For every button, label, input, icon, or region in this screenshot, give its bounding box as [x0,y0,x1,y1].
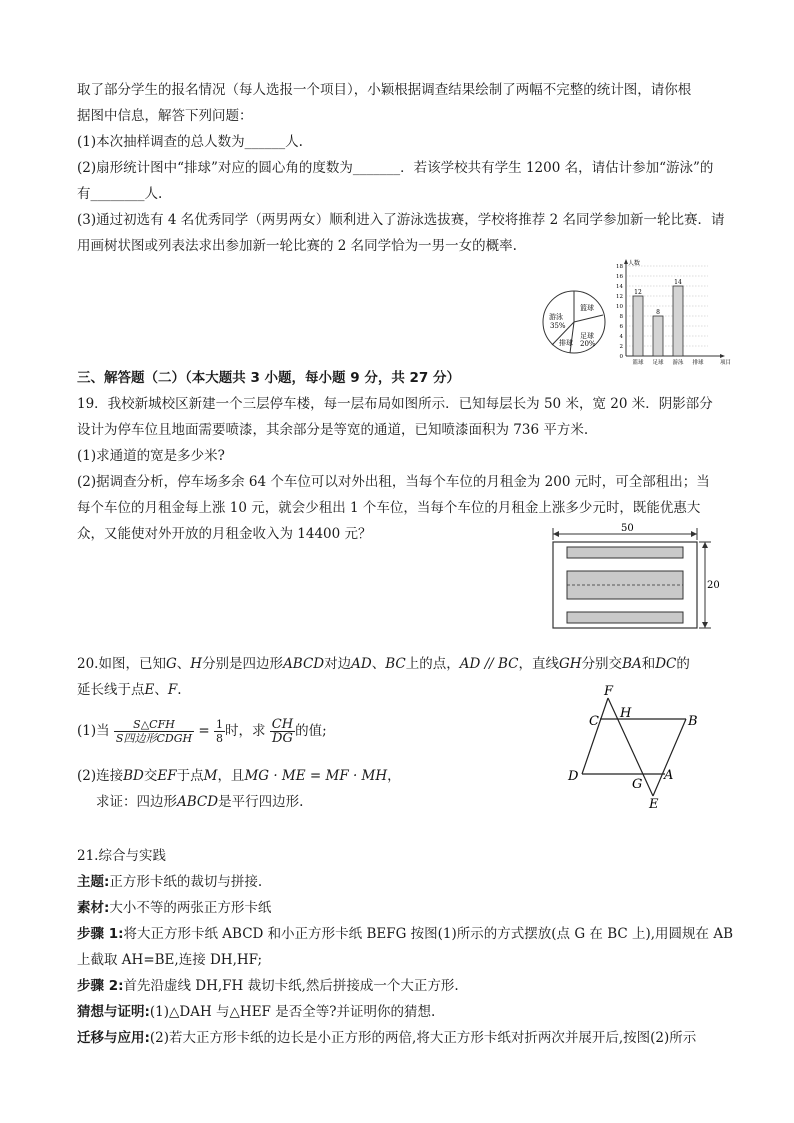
bar [653,316,663,356]
bar-data-label: 14 [674,279,682,286]
bar-chart [612,258,732,366]
y-tick-label: 4 [619,334,623,340]
p19-question-2-cont: 每个车位的月租金每上涨 10 元，就会少租出 1 个车位，当每个车位的月租金上涨多少元时，既能优惠大 [77,500,701,516]
p19-question-1: (1)求通道的宽是多少米? [77,448,225,464]
p19-question-2-cont2: 众，又能使对外开放的月租金收入为 14400 元？ [77,526,372,542]
line-FD [582,698,608,774]
length-label: 50 [621,523,634,534]
label-D: D [568,769,579,784]
pie-pct-football: 20% [580,340,596,348]
p18-line-1: 取了部分学生的报名情况（每人选报一个项目），小颖根据调查结果绘制了两幅不完整的统计图，请你根 [77,82,692,98]
y-tick-label: 0 [619,354,623,360]
p21-transfer: 迁移与应用:(2)若大正方形卡纸的边长是小正方形的两倍,将大正方形卡纸对折两次并展开后,按图(2)所示 [77,1030,697,1046]
p21-step-2: 步骤 2:首先沿虚线 DH,FH 裁切卡纸,然后拼接成一个大正方形. [77,978,459,994]
arrow-down-icon [702,622,708,628]
width-label: 20 [707,580,720,591]
p21-title: 21.综合与实践 [77,848,166,864]
label-H: H [620,706,632,721]
p18-question-3: (3)通过初选有 4 名优秀同学（两男两女）顺利进入了游泳选拔赛，学校将推荐 2 名同学参加新一轮比赛．请 [77,212,725,228]
label-A: A [664,768,674,783]
section-title: 三、解答题（二）（本大题共 3 小题，每小题 9 分，共 27 分） [77,370,461,386]
y-tick-label: 8 [619,314,623,320]
pie-label-basketball: 篮球 [580,304,594,312]
bar [673,286,683,356]
x-tick-label: 足球 [652,360,664,366]
x-tick-label: 篮球 [632,360,644,366]
p19-line-1: 19．我校新城校区新建一个三层停车楼，每一层布局如图所示．已知每层长为 50 米，宽 20 米．阴影部分 [77,396,713,412]
p20-question-2-cont: 求证：四边形ABCD是平行四边形. [96,794,304,810]
parking-space-bottom [567,612,683,623]
pie-label-football: 足球 [580,332,594,340]
bar [633,296,643,356]
x-tick-label: 排球 [692,360,704,366]
arrow-right-icon [691,531,697,537]
y-axis-label: 人数 [628,260,641,267]
x-arrow-icon [720,354,725,358]
y-tick-label: 12 [616,294,623,300]
p21-material: 素材:大小不等的两张正方形卡纸 [77,900,272,916]
label-C: C [589,714,599,729]
arrow-left-icon [553,531,559,537]
label-G: G [632,777,643,792]
pie-chart [540,288,610,360]
bar-marks [632,279,704,366]
p21-theme: 主题:正方形卡纸的裁切与拼接. [77,874,263,890]
p20-question-2: (2)连接BD交EF于点M，且MG · ME = MF · MH， [77,768,401,784]
p21-step-1-cont: 上截取 AH=BE,连接 DH,HF; [77,952,263,968]
parking-space-top [567,547,683,558]
label-E: E [649,797,659,810]
y-tick-label: 16 [616,274,623,280]
y-tick-label: 18 [616,264,623,270]
p20-question-1: (1)当 $\frac{\text{S△CFH}}{\text{S四边形CDGH}}$ = $\frac{1}{8}$ 时，求 $\frac{CH}{DG}$ 的值; [77,717,327,746]
bar-data-label: 12 [634,289,642,296]
p18-question-3-cont: 用画树状图或列表法求出参加新一轮比赛的 2 名同学恰为一男一女的概率. [77,238,517,254]
quadrilateral-figure [560,682,710,810]
p19-line-2: 设计为停车位且地面需要喷漆，其余部分是等宽的通道，已知喷漆面积为 736 平方米. [77,422,589,438]
y-tick-label: 14 [616,284,623,290]
p20-line-1: 20.如图，已知G、H分别是四边形ABCD对边AD、BC上的点，AD // BC，直线GH分别交BA和DC的 [77,656,690,672]
label-B: B [688,714,698,729]
p18-line-2: 据图中信息，解答下列问题： [77,108,253,124]
parking-layout-figure [545,518,725,633]
pie-label-volleyball: 排球 [559,339,573,347]
x-tick-label: 游泳 [672,360,684,366]
p18-question-2-cont: 有________人. [77,186,163,202]
p18-question-1: (1)本次抽样调查的总人数为______人. [77,134,303,150]
arrow-up-icon [702,542,708,548]
p21-step-1: 步骤 1:将大正方形卡纸 ABCD 和小正方形卡纸 BEFG 按图(1)所示的方式摆放(点 G 在 BC 上),用圆规在 AB [77,926,734,942]
p18-question-2: (2)扇形统计图中“排球”对应的圆心角的度数为_______．若该学校共有学生 1200 名，请估计参加“游泳”的 [77,160,714,176]
pie-pct-swim: 35% [550,322,566,330]
ratio-fraction: $\frac{\text{S△CFH}}{\text{S四边形CDGH}}$ [115,718,193,745]
p19-question-2: (2)据调查分析，停车场多余 64 个车位可以对外出租，当每个车位的月租金为 200 元时，可全部租出；当 [77,474,710,490]
y-tick-label: 10 [616,304,623,310]
pie-label-swim: 游泳 [549,313,563,321]
label-F: F [604,684,614,699]
y-tick-label: 6 [619,324,623,330]
y-tick-label: 2 [619,344,623,350]
p20-line-2: 延长线于点E、F. [77,682,182,698]
p21-guess: 猜想与证明:(1)△DAH 与△HEF 是否全等?并证明你的猜想. [77,1004,436,1020]
x-axis-label: 项目 [720,360,732,366]
line-BE [653,719,686,796]
bar-data-label: 8 [656,309,660,316]
